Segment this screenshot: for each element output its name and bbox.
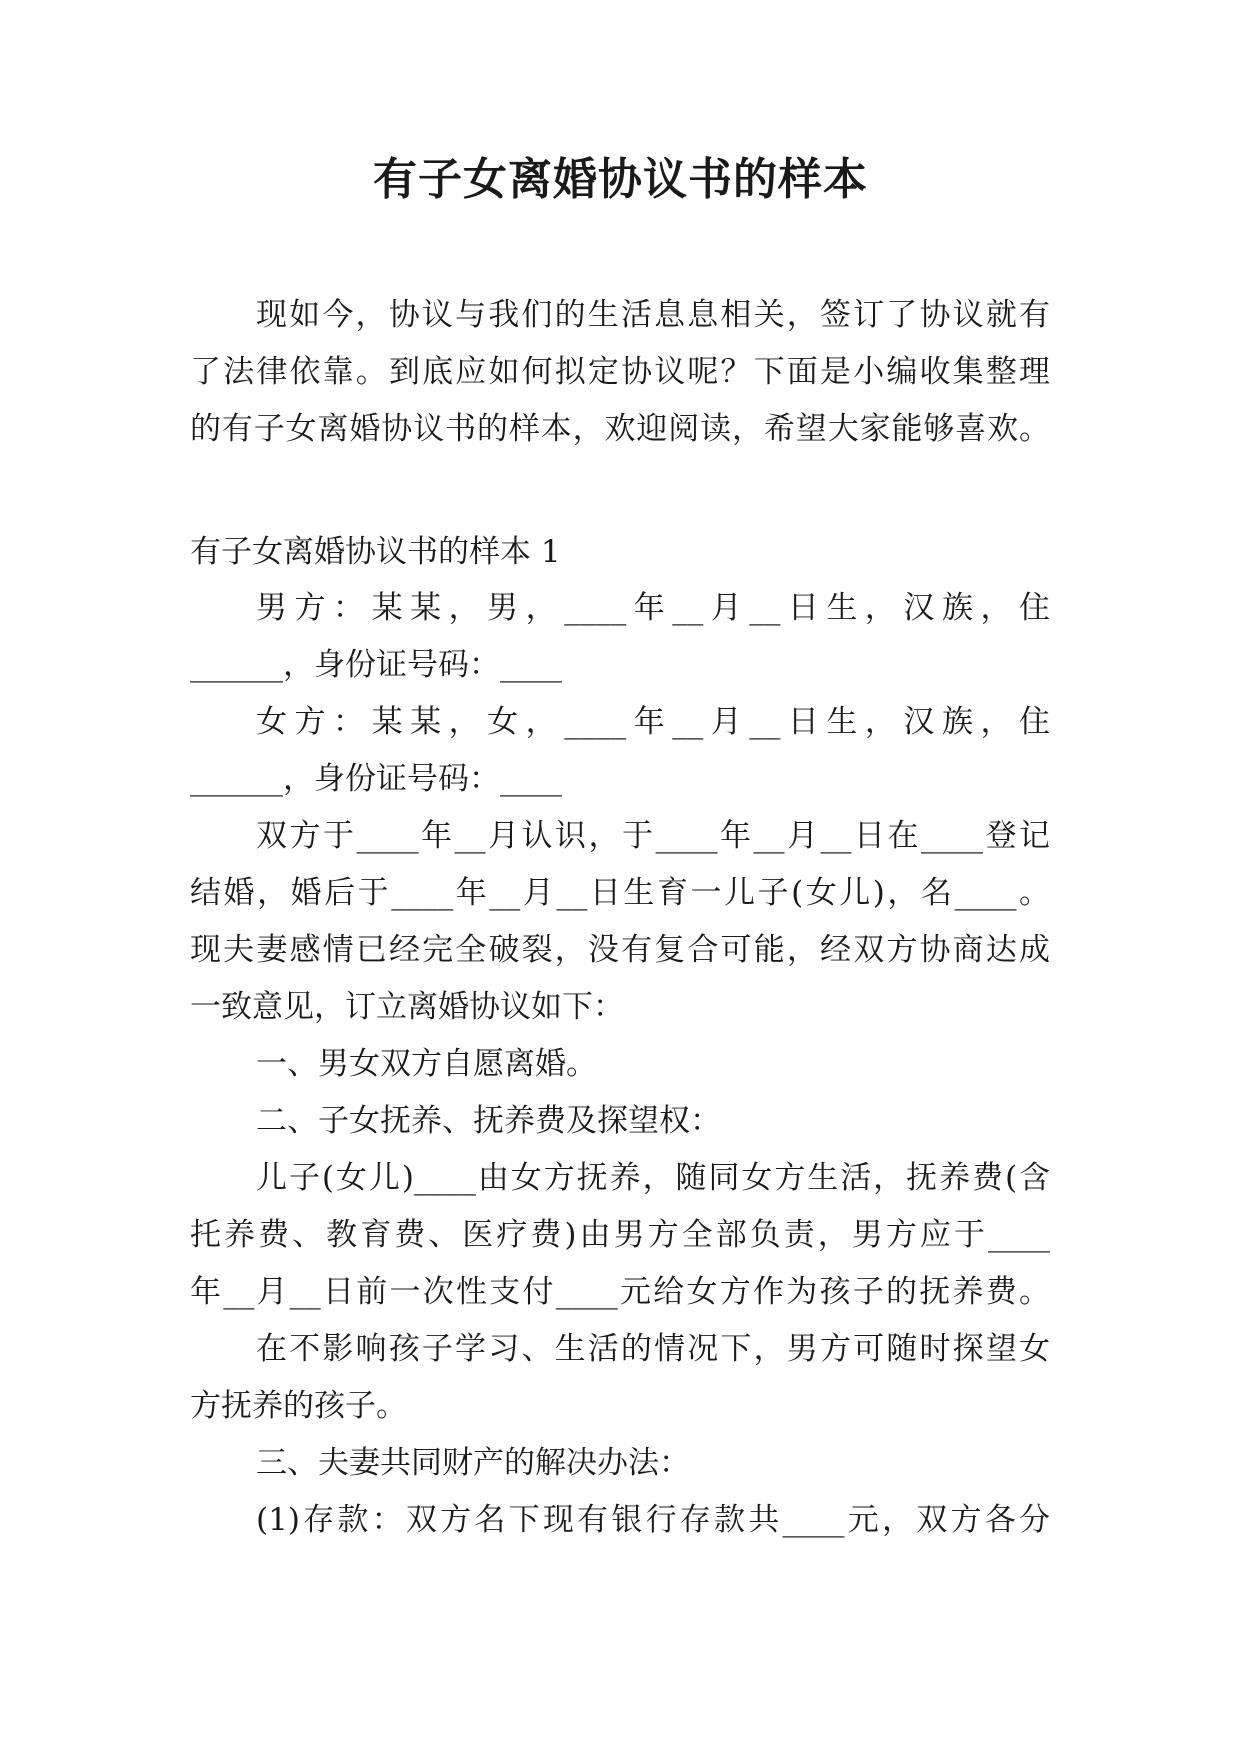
paragraph-line: 了法律依靠。到底应如何拟定协议呢？下面是小编收集整理 <box>190 354 1050 390</box>
paragraph-line: 女方：某某，女，____年__月__日生，汉族，住 <box>256 704 1050 740</box>
paragraph-line: 年__月__日前一次性支付____元给女方作为孩子的抚养费。 <box>190 1274 1050 1310</box>
paragraph-line: 双方于____年__月认识，于____年__月__日在____登记 <box>256 818 1050 854</box>
paragraph-line: ______，身份证号码：____ <box>190 647 562 683</box>
section-heading: 有子女离婚协议书的样本 1 <box>190 534 561 570</box>
paragraph-line: 现如今，协议与我们的生活息息相关，签订了协议就有 <box>256 297 1050 333</box>
paragraph-line: 男方：某某，男，____年__月__日生，汉族，住 <box>256 590 1050 626</box>
paragraph-line: 结婚，婚后于____年__月__日生育一儿子(女儿)，名____。 <box>190 875 1050 911</box>
document-title: 有子女离婚协议书的样本 <box>373 154 868 205</box>
paragraph-line: ______，身份证号码：____ <box>190 761 562 797</box>
clause-item: 二、子女抚养、抚养费及探望权： <box>256 1103 721 1139</box>
clause-item: 三、夫妻共同财产的解决办法： <box>256 1445 690 1481</box>
paragraph-line: 托养费、教育费、医疗费)由男方全部负责，男方应于____ <box>190 1217 1050 1253</box>
paragraph-line: 现夫妻感情已经完全破裂，没有复合可能，经双方协商达成 <box>190 932 1050 968</box>
paragraph-line: (1)存款：双方名下现有银行存款共____元，双方各分 <box>256 1502 1050 1538</box>
paragraph-line: 在不影响孩子学习、生活的情况下，男方可随时探望女 <box>256 1331 1050 1367</box>
paragraph-line: 方抚养的孩子。 <box>190 1388 407 1424</box>
paragraph-line: 儿子(女儿)____由女方抚养，随同女方生活，抚养费(含 <box>256 1160 1050 1196</box>
paragraph-line: 一致意见，订立离婚协议如下： <box>190 989 624 1025</box>
paragraph-line: 的有子女离婚协议书的样本，欢迎阅读，希望大家能够喜欢。 <box>190 411 1050 447</box>
clause-item: 一、男女双方自愿离婚。 <box>256 1046 597 1082</box>
